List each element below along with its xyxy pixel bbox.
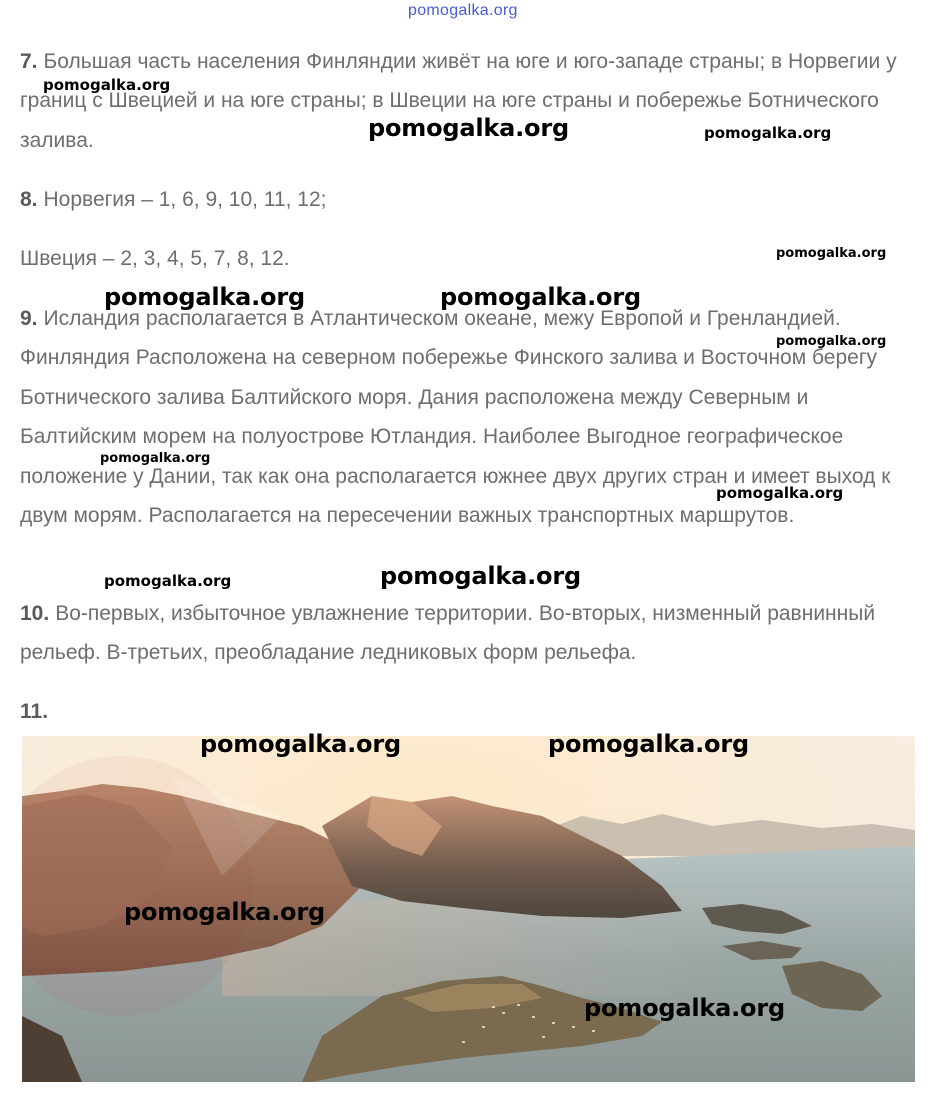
answer-11 xyxy=(20,692,920,731)
answer-number: 7. xyxy=(20,50,38,73)
answer-number: 9. xyxy=(20,307,38,330)
answer-number: 11. xyxy=(20,700,49,723)
answer-8 xyxy=(20,180,920,219)
answer-number: 8. xyxy=(20,188,38,211)
answer-text: Большая часть населения Финляндии живёт на юге и юго-западе страны; в Норвегии у границ с Швецией и на юге страны; в Швеции на юге страны и побережье Ботнического залива. xyxy=(20,50,897,152)
answer-text: Исландия располагается в Атлантическом океане, межу Европой и Гренландией. Финляндия Расположена на северном побережье Финского залива и Восточном берегу Ботнического залива Балтийского моря. Дания расположена между Северным и Балтийским морем на полуострове Ютландия. Наиболее Выгодное географическое положение у Дании, так как она располагается южнее двух других стран и имеет выход к двум морям. Располагается на пересечении важных транспортных маршрутов. xyxy=(20,307,891,528)
watermark: pomogalka.org xyxy=(380,562,581,590)
watermark: pomogalka.org xyxy=(124,898,325,926)
watermark: pomogalka.org xyxy=(104,283,305,311)
answer-number: 10. xyxy=(20,602,50,625)
watermark: pomogalka.org xyxy=(440,283,641,311)
watermark: pomogalka.org xyxy=(716,484,844,502)
watermark: pomogalka.org xyxy=(704,124,832,142)
watermark: pomogalka.org xyxy=(104,572,232,590)
answer-text: Во-первых, избыточное увлажнение территории. Во-вторых, низменный равнинный рельеф. В-третьих, преобладание ледниковых форм рельефа. xyxy=(20,602,876,665)
watermark: pomogalka.org xyxy=(584,994,785,1022)
watermark: pomogalka.org xyxy=(776,246,887,261)
watermark: pomogalka.org xyxy=(368,114,569,142)
watermark: pomogalka.org xyxy=(776,334,887,349)
answer-10 xyxy=(20,594,920,673)
answer-text: Норвегия – 1, 6, 9, 10, 11, 12; xyxy=(43,188,327,211)
watermark: pomogalka.org xyxy=(548,730,749,758)
site-header-link[interactable]: pomogalka.org xyxy=(408,2,518,19)
watermark: pomogalka.org xyxy=(200,730,401,758)
answer-7 xyxy=(20,42,920,160)
watermark: pomogalka.org xyxy=(43,76,171,94)
watermark: pomogalka.org xyxy=(100,451,211,466)
answer-text: Швеция – 2, 3, 4, 5, 7, 8, 12. xyxy=(20,247,290,270)
